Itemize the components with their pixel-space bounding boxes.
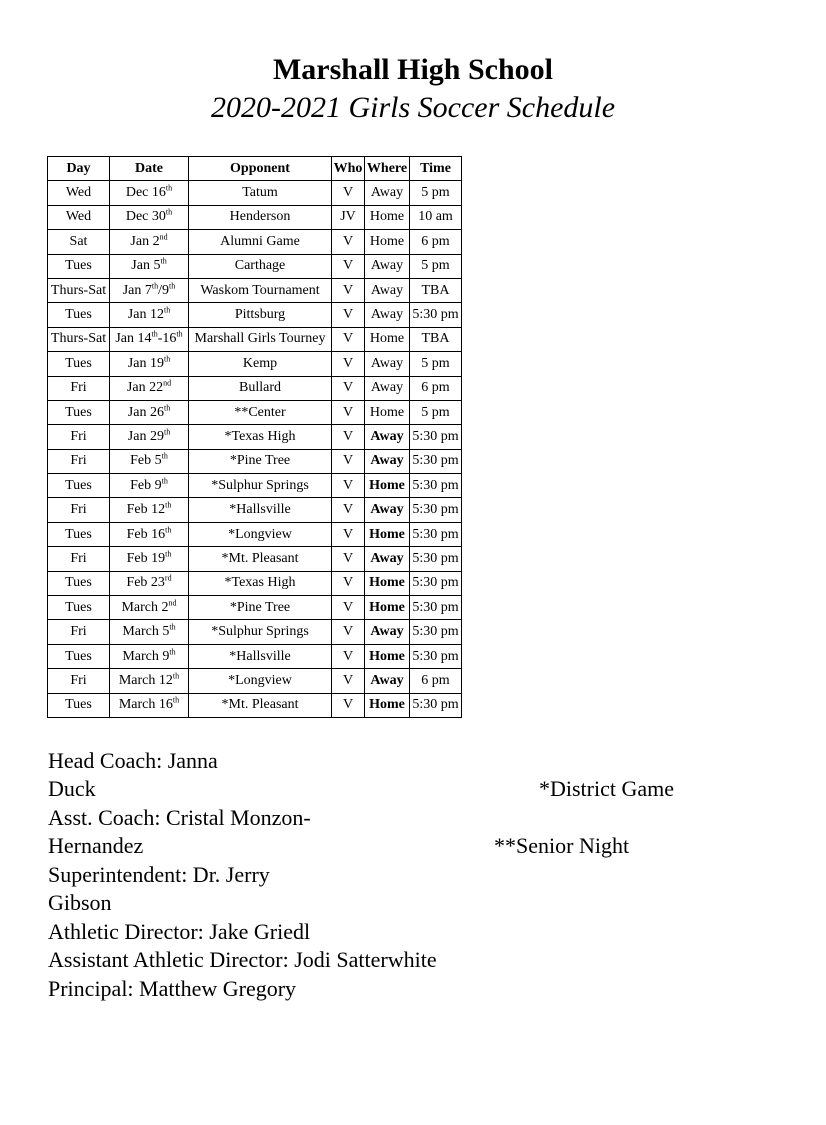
date-text: Dec 30 xyxy=(125,209,166,225)
cell-time: 5:30 pm xyxy=(410,425,462,449)
table-row xyxy=(48,571,462,595)
date-suffix: th xyxy=(151,329,158,339)
table-row xyxy=(48,278,462,302)
cell-day: Tues xyxy=(48,352,110,376)
cell-who: V xyxy=(332,571,365,595)
date-suffix: th xyxy=(165,183,173,193)
cell-opponent: Bullard xyxy=(189,376,332,400)
cell-who: V xyxy=(332,547,365,571)
cell-day: Fri xyxy=(48,376,110,400)
date-suffix: th xyxy=(172,695,180,705)
cell-where: Away xyxy=(365,620,410,644)
cell-day: Wed xyxy=(48,181,110,205)
cell-date xyxy=(110,400,189,424)
cell-where: Home xyxy=(365,571,410,595)
header-opponent: Opponent xyxy=(189,157,332,181)
cell-day: Tues xyxy=(48,596,110,620)
cell-opponent: *Sulphur Springs xyxy=(189,620,332,644)
asst-coach-line2: Hernandez xyxy=(48,833,144,858)
cell-who: V xyxy=(332,327,365,351)
cell-time: 5:30 pm xyxy=(410,498,462,522)
cell-opponent: *Hallsville xyxy=(189,498,332,522)
date-text: Jan 26 xyxy=(127,404,164,420)
cell-where: Away xyxy=(365,547,410,571)
asst-coach-line1: Asst. Coach: Cristal Monzon- xyxy=(48,805,311,830)
table-row xyxy=(48,181,462,205)
cell-who: V xyxy=(332,498,365,522)
cell-date xyxy=(110,327,189,351)
header-where: Where xyxy=(365,157,410,181)
cell-date xyxy=(110,181,189,205)
cell-opponent: **Center xyxy=(189,400,332,424)
athletic-director: Athletic Director: Jake Griedl xyxy=(48,919,311,944)
date-text: Feb 5 xyxy=(130,453,162,469)
cell-opponent: Tatum xyxy=(189,181,332,205)
date-text: Feb 19 xyxy=(126,550,166,566)
cell-where: Home xyxy=(365,205,410,229)
cell-who: V xyxy=(332,278,365,302)
cell-date xyxy=(110,474,189,498)
table-row xyxy=(48,620,462,644)
header-who: Who xyxy=(332,157,365,181)
date-suffix: nd xyxy=(163,378,172,388)
table-row xyxy=(48,352,462,376)
cell-opponent: *Hallsville xyxy=(189,644,332,668)
date-suffix: nd xyxy=(159,232,168,242)
cell-day: Thurs-Sat xyxy=(48,278,110,302)
date-suffix: th xyxy=(165,207,173,217)
date-suffix: nd xyxy=(168,598,177,608)
date-text: Jan 12 xyxy=(127,307,164,323)
date-text: Jan 7 xyxy=(122,282,152,298)
cell-day: Tues xyxy=(48,522,110,546)
cell-date xyxy=(110,669,189,693)
cell-time: 5:30 pm xyxy=(410,303,462,327)
cell-who: V xyxy=(332,400,365,424)
cell-time: 10 am xyxy=(410,205,462,229)
cell-day: Tues xyxy=(48,254,110,278)
cell-day: Fri xyxy=(48,547,110,571)
header-day: Day xyxy=(48,157,110,181)
cell-opponent: Henderson xyxy=(189,205,332,229)
table-row xyxy=(48,449,462,473)
table-row xyxy=(48,693,462,717)
cell-who: V xyxy=(332,376,365,400)
cell-time: 5:30 pm xyxy=(410,644,462,668)
date-suffix: th xyxy=(151,280,159,290)
cell-time: 6 pm xyxy=(410,230,462,254)
cell-opponent: Alumni Game xyxy=(189,230,332,254)
page-subtitle: 2020-2021 Girls Soccer Schedule xyxy=(210,91,616,124)
date-text: Feb 9 xyxy=(130,477,162,493)
cell-opponent: *Longview xyxy=(189,522,332,546)
cell-where: Home xyxy=(365,474,410,498)
cell-where: Home xyxy=(365,644,410,668)
cell-who: JV xyxy=(332,205,365,229)
head-coach-line2: Duck xyxy=(48,776,96,801)
cell-who: V xyxy=(332,596,365,620)
cell-date xyxy=(110,230,189,254)
cell-who: V xyxy=(332,669,365,693)
table-row xyxy=(48,498,462,522)
cell-who: V xyxy=(332,181,365,205)
cell-where: Away xyxy=(365,303,410,327)
date-text: Feb 16 xyxy=(126,526,166,542)
cell-day: Tues xyxy=(48,474,110,498)
cell-opponent: *Pine Tree xyxy=(189,449,332,473)
date-text: Jan 2 xyxy=(130,233,160,249)
table-row xyxy=(48,327,462,351)
schedule-table xyxy=(47,156,462,718)
cell-time: 5 pm xyxy=(410,352,462,376)
date-suffix: th xyxy=(160,256,167,266)
cell-date xyxy=(110,254,189,278)
cell-time: 5:30 pm xyxy=(410,522,462,546)
table-header-row xyxy=(48,157,462,181)
principal: Principal: Matthew Gregory xyxy=(48,976,297,1001)
cell-date xyxy=(110,449,189,473)
cell-opponent: Waskom Tournament xyxy=(189,278,332,302)
cell-day: Tues xyxy=(48,400,110,424)
table-row xyxy=(48,669,462,693)
table-row xyxy=(48,474,462,498)
cell-who: V xyxy=(332,522,365,546)
cell-where: Away xyxy=(365,376,410,400)
cell-time: TBA xyxy=(410,278,462,302)
superintendent-line1: Superintendent: Dr. Jerry xyxy=(48,862,270,887)
date-suffix: th xyxy=(165,549,172,559)
table-row xyxy=(48,547,462,571)
cell-time: 6 pm xyxy=(410,669,462,693)
date-text: March 16 xyxy=(118,697,173,713)
cell-where: Home xyxy=(365,522,410,546)
date-suffix: th xyxy=(163,354,171,364)
cell-time: 5 pm xyxy=(410,400,462,424)
cell-where: Home xyxy=(365,230,410,254)
cell-opponent: Pittsburg xyxy=(189,303,332,327)
cell-where: Away xyxy=(365,425,410,449)
cell-day: Fri xyxy=(48,498,110,522)
date-suffix: rd xyxy=(164,573,172,583)
date-suffix: th xyxy=(163,305,171,315)
cell-opponent: *Pine Tree xyxy=(189,596,332,620)
cell-date xyxy=(110,596,189,620)
date-end-text: /9 xyxy=(158,282,170,298)
cell-time: 5:30 pm xyxy=(410,620,462,644)
table-row xyxy=(48,230,462,254)
cell-date xyxy=(110,693,189,717)
cell-where: Away xyxy=(365,254,410,278)
cell-time: 5:30 pm xyxy=(410,547,462,571)
cell-where: Home xyxy=(365,400,410,424)
cell-date xyxy=(110,278,189,302)
date-text: March 9 xyxy=(122,648,170,664)
cell-day: Fri xyxy=(48,620,110,644)
cell-where: Home xyxy=(365,596,410,620)
date-suffix: th xyxy=(169,646,176,656)
cell-day: Fri xyxy=(48,669,110,693)
cell-time: 5:30 pm xyxy=(410,693,462,717)
cell-who: V xyxy=(332,254,365,278)
cell-who: V xyxy=(332,620,365,644)
cell-where: Away xyxy=(365,449,410,473)
head-coach-line1: Head Coach: Janna xyxy=(48,748,218,773)
cell-who: V xyxy=(332,352,365,376)
date-suffix: th xyxy=(163,402,171,412)
cell-date xyxy=(110,498,189,522)
cell-opponent: *Longview xyxy=(189,669,332,693)
date-text: Jan 22 xyxy=(126,380,164,396)
cell-day: Fri xyxy=(48,449,110,473)
table-row xyxy=(48,254,462,278)
cell-date xyxy=(110,425,189,449)
date-suffix: th xyxy=(172,671,180,681)
cell-opponent: *Mt. Pleasant xyxy=(189,693,332,717)
cell-opponent: *Texas High xyxy=(189,571,332,595)
table-row xyxy=(48,303,462,327)
table-row xyxy=(48,376,462,400)
date-text: Jan 14 xyxy=(115,331,152,347)
cell-date xyxy=(110,205,189,229)
cell-opponent: *Mt. Pleasant xyxy=(189,547,332,571)
date-end-suffix: th xyxy=(176,329,183,339)
cell-time: 5:30 pm xyxy=(410,596,462,620)
superintendent-line2: Gibson xyxy=(48,890,112,915)
cell-opponent: *Sulphur Springs xyxy=(189,474,332,498)
cell-date xyxy=(110,644,189,668)
cell-time: 5:30 pm xyxy=(410,449,462,473)
cell-where: Home xyxy=(365,327,410,351)
cell-day: Tues xyxy=(48,693,110,717)
cell-time: TBA xyxy=(410,327,462,351)
cell-day: Thurs-Sat xyxy=(48,327,110,351)
date-text: Feb 12 xyxy=(126,502,166,518)
cell-day: Fri xyxy=(48,425,110,449)
table-row xyxy=(48,205,462,229)
cell-date xyxy=(110,547,189,571)
cell-date xyxy=(110,571,189,595)
date-text: March 2 xyxy=(121,599,169,615)
cell-opponent: Carthage xyxy=(189,254,332,278)
cell-where: Away xyxy=(365,181,410,205)
cell-time: 5 pm xyxy=(410,254,462,278)
date-text: Jan 5 xyxy=(131,258,161,274)
date-end-suffix: th xyxy=(169,280,176,290)
cell-time: 5:30 pm xyxy=(410,474,462,498)
date-text: Feb 23 xyxy=(126,575,165,591)
date-text: Dec 16 xyxy=(125,185,166,201)
date-text: Jan 19 xyxy=(127,355,164,371)
header-time: Time xyxy=(410,157,462,181)
legend-district-game: *District Game xyxy=(539,776,675,801)
cell-who: V xyxy=(332,425,365,449)
cell-day: Sat xyxy=(48,230,110,254)
cell-date xyxy=(110,376,189,400)
date-suffix: th xyxy=(161,451,168,461)
cell-date xyxy=(110,352,189,376)
schedule-body xyxy=(48,181,462,718)
date-text: Jan 29 xyxy=(127,428,164,444)
table-row xyxy=(48,400,462,424)
table-row xyxy=(48,644,462,668)
date-suffix: th xyxy=(165,500,172,510)
cell-date xyxy=(110,522,189,546)
cell-time: 6 pm xyxy=(410,376,462,400)
cell-opponent: *Texas High xyxy=(189,425,332,449)
assistant-athletic-director: Assistant Athletic Director: Jodi Satterwhite xyxy=(48,947,437,972)
cell-day: Tues xyxy=(48,571,110,595)
cell-time: 5 pm xyxy=(410,181,462,205)
cell-date xyxy=(110,303,189,327)
date-text: March 5 xyxy=(122,624,170,640)
cell-who: V xyxy=(332,474,365,498)
table-row xyxy=(48,425,462,449)
cell-who: V xyxy=(332,230,365,254)
table-row xyxy=(48,522,462,546)
cell-where: Away xyxy=(365,498,410,522)
cell-where: Home xyxy=(365,693,410,717)
page-title: Marshall High School xyxy=(272,53,554,86)
date-suffix: th xyxy=(161,476,168,486)
date-suffix: th xyxy=(165,524,172,534)
cell-where: Away xyxy=(365,352,410,376)
date-suffix: th xyxy=(169,622,176,632)
cell-day: Tues xyxy=(48,303,110,327)
cell-who: V xyxy=(332,303,365,327)
date-suffix: th xyxy=(163,427,171,437)
cell-time: 5:30 pm xyxy=(410,571,462,595)
cell-day: Wed xyxy=(48,205,110,229)
cell-where: Away xyxy=(365,278,410,302)
cell-who: V xyxy=(332,449,365,473)
cell-where: Away xyxy=(365,669,410,693)
header-date: Date xyxy=(110,157,189,181)
date-end-text: -16 xyxy=(157,331,177,347)
cell-who: V xyxy=(332,693,365,717)
cell-opponent: Kemp xyxy=(189,352,332,376)
cell-day: Tues xyxy=(48,644,110,668)
date-text: March 12 xyxy=(118,672,173,688)
table-row xyxy=(48,596,462,620)
cell-opponent: Marshall Girls Tourney xyxy=(189,327,332,351)
legend-senior-night: **Senior Night xyxy=(494,833,630,858)
cell-date xyxy=(110,620,189,644)
cell-who: V xyxy=(332,644,365,668)
